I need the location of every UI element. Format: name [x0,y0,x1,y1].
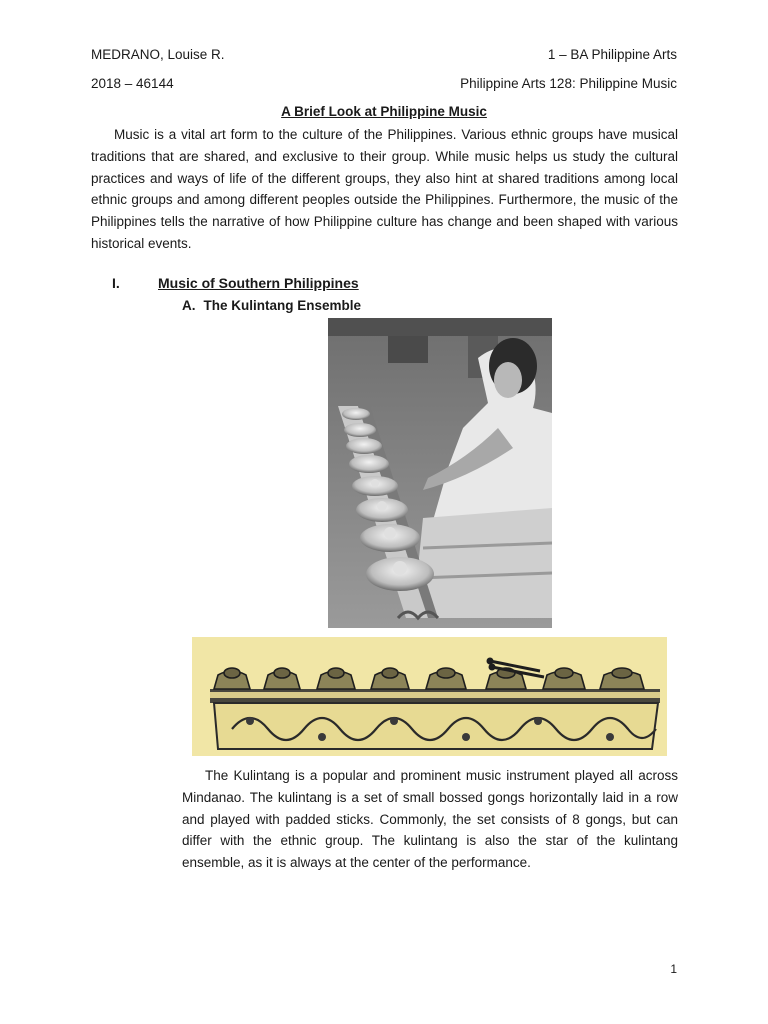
section-title: Music of Southern Philippines [158,275,359,291]
section-number: I. [112,275,120,291]
year-program: 1 – BA Philippine Arts [547,47,677,62]
student-number: 2018 – 46144 [91,76,174,91]
photo-kulintang-player [328,318,552,628]
kulintang-text: The Kulintang is a popular and prominent music instrument played all across Mindanao. The kulintang is a set of small bossed gongs horizontally laid in a row and played with padded sticks. Commonly, the set consists of 8 gongs, but can differ with the ethnic group. The kulintang is also the star of the kulintang ensemble, as it is always at the center of the performance. [182,768,678,871]
subsection-letter: A. [182,298,196,313]
author-name: MEDRANO, Louise R. [91,47,225,62]
illustration-kulintang-gongs-icon [192,637,667,756]
intro-paragraph [91,124,678,255]
kulintang-paragraph [182,765,678,874]
subsection-heading [182,298,361,313]
page-number: 1 [670,962,677,976]
course-title: Philippine Arts 128: Philippine Music [460,76,677,91]
photo-kulintang-player-icon [328,318,552,628]
document-title: A Brief Look at Philippine Music [281,104,487,119]
intro-text: Music is a vital art form to the culture of the Philippines. Various ethnic groups have musical traditions that are shared, and exclusive to their group. While music helps us study the cultural practices and ways of life of the different groups, they also hint at shared traditions among local ethnic groups and among different peoples outside the Philippines. Furthermore, the music of the Philippines tells the narrative of how Philippine culture has change and been shaped with various historical events. [91,127,678,251]
subsection-title: The Kulintang Ensemble [203,298,362,313]
illustration-kulintang-gongs [192,637,667,756]
